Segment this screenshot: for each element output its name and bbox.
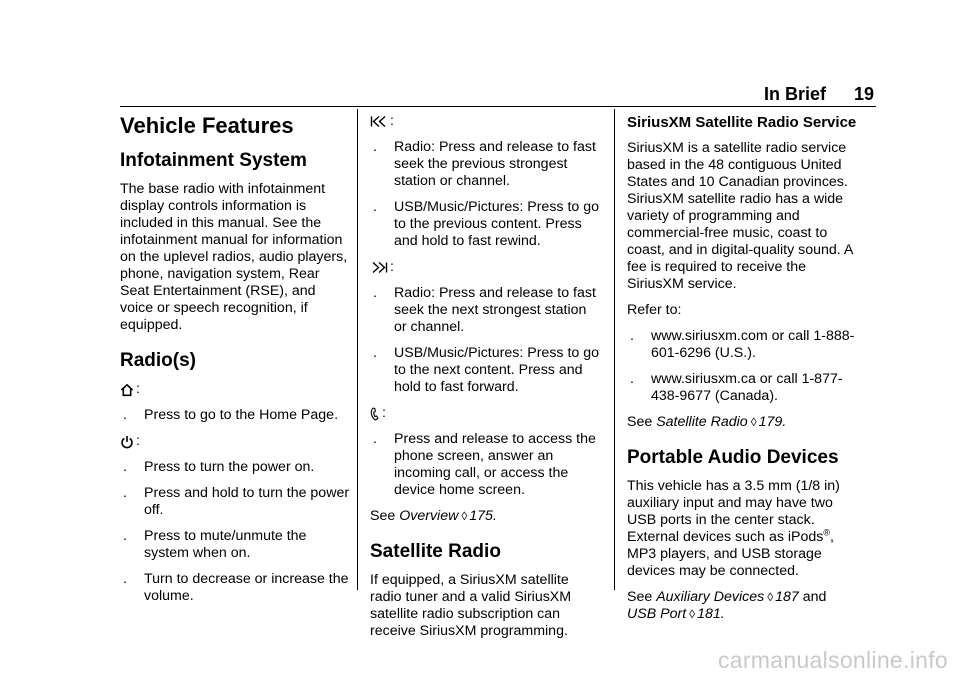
icon-colon: :: [136, 381, 140, 397]
home-icon: [120, 383, 134, 397]
power-icon: [120, 435, 134, 449]
list-item: . USB/Music/Pictures: Press to go to the next content. Press and hold to fast forward.: [373, 345, 599, 395]
infotainment-heading: Infotainment System: [120, 150, 307, 171]
list-item: . Radio: Press and release to fast seek the next strongest station or channel.: [373, 285, 596, 335]
usb-port-link[interactable]: USB Port: [627, 606, 687, 622]
icon-colon: :: [382, 405, 386, 421]
list-item: . www.siriusxm.com or call 1-888-601-6296 (U.S.).: [630, 328, 855, 361]
seek-back-line: [370, 113, 602, 130]
list-item: . USB/Music/Pictures: Press to go to the previous content. Press and hold to fast rewind.: [373, 199, 599, 249]
page-ref-icon: ◊: [767, 590, 774, 604]
siriusxm-heading: SiriusXM Satellite Radio Service: [627, 114, 857, 131]
infotainment-body: The base radio with infotainment display controls information is included in this manual. See the infotainment manual for information on the uplevel radios, audio players, phone, navigation system, Rear Seat Entertainment (RSE), and voice or speech recognition, if equipped.: [120, 181, 348, 333]
radio-heading: Radio(s): [120, 350, 196, 371]
page-ref-icon: ◊: [689, 607, 696, 621]
watermark: carmanualsonline.info: [717, 647, 948, 673]
vehicle-features-title: Vehicle Features: [120, 113, 294, 138]
page-header: [764, 84, 874, 105]
satellite-radio-body: If equipped, a SiriusXM satellite radio tuner and a valid SiriusXM satellite radio subscription can receive SiriusXM programming.: [370, 572, 572, 639]
column-1: [120, 113, 352, 614]
list-item: . Press and release to access the phone screen, answer an incoming call, or access the device home screen.: [373, 431, 596, 498]
seek-forward-icon: [370, 261, 388, 274]
refer-to: Refer to:: [627, 302, 682, 318]
auxiliary-devices-link[interactable]: Auxiliary Devices: [656, 589, 765, 605]
see-satellite-radio: See Satellite Radio ◊ 179.: [627, 414, 787, 430]
column-2: [370, 113, 602, 649]
page-ref-icon: ◊: [461, 509, 468, 523]
siriusxm-body: SiriusXM is a satellite radio service based in the 48 contiguous United States and 10 Canadian provinces. SiriusXM satellite radio has a wide variety of programming and commercial-free music, coast to coast, and in digital-quality sound. A fee is required to receive the SiriusXM service.: [627, 140, 853, 292]
icon-colon: :: [390, 259, 394, 275]
satellite-radio-link[interactable]: Satellite Radio: [656, 414, 748, 430]
home-line: [120, 381, 352, 398]
icon-colon: :: [136, 433, 140, 449]
header-rule: [120, 106, 876, 107]
portable-audio-heading: Portable Audio Devices: [627, 447, 839, 468]
list-item: . Radio: Press and release to fast seek the previous strongest station or channel.: [373, 139, 596, 189]
list-item: . Press and hold to turn the power off.: [123, 485, 350, 518]
seek-back-icon: [370, 115, 388, 128]
phone-line: [370, 405, 602, 422]
seek-forward-line: [370, 259, 602, 276]
page-ref-icon: ◊: [750, 415, 757, 429]
icon-colon: :: [390, 113, 394, 129]
column-divider-2: [614, 109, 615, 590]
registered-mark: ®: [823, 527, 831, 538]
see-auxiliary-usb: See Auxiliary Devices ◊ 187 and USB Port ◊ 181.: [627, 589, 827, 622]
list-item: . Press to mute/unmute the system when on.: [123, 528, 307, 561]
satellite-radio-heading: Satellite Radio: [370, 541, 501, 562]
column-divider-1: [357, 109, 358, 590]
section-title: In Brief: [763, 84, 826, 104]
list-item: . Press to turn the power on.: [123, 459, 315, 475]
power-line: [120, 433, 352, 450]
list-item: . Turn to decrease or increase the volume.: [123, 571, 349, 604]
overview-link[interactable]: Overview: [399, 508, 459, 524]
column-3: [627, 113, 859, 632]
list-item: . www.siriusxm.ca or call 1-877-438-9677 (Canada).: [630, 371, 843, 404]
see-overview: See Overview ◊ 175.: [370, 508, 497, 524]
phone-icon: [370, 407, 380, 421]
portable-audio-body: This vehicle has a 3.5 mm (1/8 in) auxiliary input and may have two USB ports in the center stack. External devices such as iPods®, MP3 players, and USB storage devices may be connected.: [627, 478, 840, 579]
page-number: 19: [853, 84, 874, 104]
list-item: . Press to go to the Home Page.: [123, 407, 339, 423]
